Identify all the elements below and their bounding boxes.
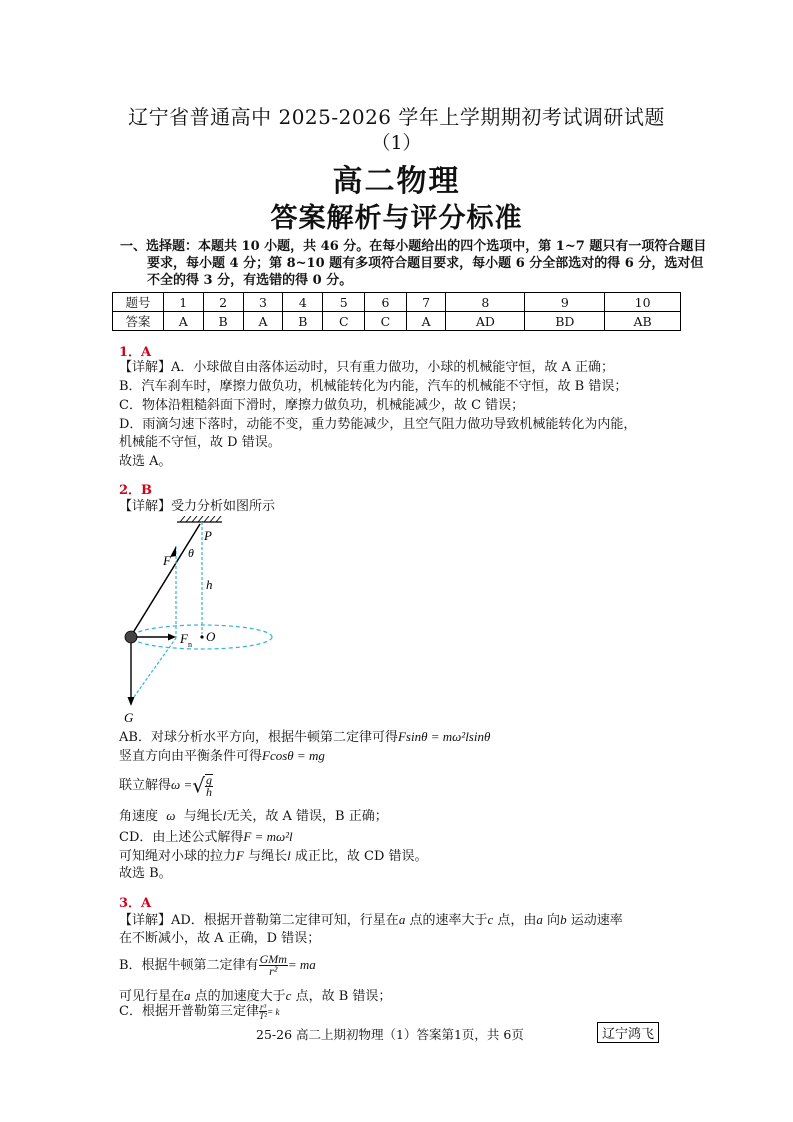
question-2-heading: 2．B	[119, 483, 153, 498]
q2-vertical-formula: Fcosθ = mg	[262, 748, 325, 763]
q2-l: l	[287, 848, 291, 863]
answer-table	[112, 292, 681, 331]
label-fn: F	[180, 631, 188, 646]
q1-line: 故选 A。	[119, 454, 172, 469]
q2-angvel-text: 与绳长	[183, 809, 223, 824]
table-cell: C	[365, 312, 407, 331]
page-footer: 25-26 高二上期初物理（1）答案第1页，共 6页	[256, 1027, 524, 1042]
q3-text: 点的速率大于	[409, 913, 488, 928]
question-3-heading: 3．A	[119, 896, 152, 911]
fraction-denominator: r²	[269, 964, 278, 978]
q2-vertical-line	[119, 746, 325, 766]
table-cell: A	[243, 312, 283, 331]
table-cell: B	[203, 312, 243, 331]
table-cell-label: 题号	[113, 293, 164, 312]
table-cell: 9	[525, 293, 605, 312]
table-cell: AB	[605, 312, 681, 331]
q2-cd-line	[119, 827, 293, 847]
string-line	[131, 524, 200, 636]
fraction-numerator: g	[205, 772, 212, 787]
table-cell: 8	[446, 293, 525, 312]
table-cell: 7	[406, 293, 446, 312]
q3-var: b	[560, 912, 567, 927]
table-cell: 10	[605, 293, 681, 312]
fraction-denominator: h	[205, 784, 212, 799]
q2-intro: 【详解】受力分析如图所示	[119, 499, 276, 514]
doc-title-line2: （1）	[371, 132, 422, 154]
label-p: P	[204, 528, 212, 543]
fraction-numerator: GMm	[259, 952, 287, 966]
q1-line: B．汽车刹车时，摩擦力做负功，机械能转化为内能，汽车的机械能不守恒，故 B 错误；	[119, 379, 628, 394]
q3-text: 【详解】AD．根据开普勒第二定律可知，行星在	[119, 913, 399, 928]
q3-line3	[119, 950, 316, 981]
q3-var: a	[184, 988, 191, 1003]
q2-angvel-text: 无关，故 A 错误，B 正确；	[226, 809, 388, 824]
sqrt-icon: √	[192, 773, 205, 798]
label-g: G	[124, 710, 134, 725]
doc-title-line1: 辽宁省普通高中 2025-2026 学年上学期期初考试调研试题	[128, 105, 665, 129]
table-cell: 2	[203, 293, 243, 312]
doc-heading: 答案解析与评分标准	[270, 203, 523, 234]
q1-line: 【详解】A．小球做自由落体运动时，只有重力做功，小球的机械能守恒，故 A 正确；	[119, 360, 615, 375]
q3-text: 运动速率	[570, 913, 623, 928]
table-cell: 5	[323, 293, 365, 312]
q3-text: C．根据开普勒第三定律	[119, 1004, 259, 1019]
q2-ab-line	[119, 727, 490, 747]
publisher-stamp: 辽宁鸿飞	[597, 1022, 659, 1043]
q2-solve-text: 联立解得	[119, 778, 172, 793]
q2-cd-text: CD．由上述公式解得	[119, 830, 244, 845]
q3-text: B．根据牛顿第二定律有	[119, 958, 259, 973]
gravity-arrowhead	[128, 697, 135, 706]
section-intro: 一、选择题：本题共 10 小题，共 46 分。在每小题给出的四个选项中，第 1~7 题只有一项符合题目要求，每小题 4 分；第 8~10 题有多项符合题目要求，每小题 6 分全部选对的得 6 分，选对但不全的得 3 分，有选错的得 0 分。	[120, 239, 707, 288]
q3-text: 点，由	[497, 913, 537, 928]
q3-var: c	[285, 988, 292, 1003]
q2-conclusion-text: 可知绳对小球的拉力	[119, 849, 237, 864]
q1-line: C．物体沿粗糙斜面下滑时，摩擦力做负功，机械能减少，故 C 错误；	[119, 398, 525, 413]
resultant-dashed-line	[131, 638, 176, 701]
table-cell: C	[323, 312, 365, 331]
q2-final: 故选 B。	[119, 866, 172, 881]
table-cell: BD	[525, 312, 605, 331]
table-cell: AD	[446, 312, 525, 331]
table-cell: B	[283, 312, 323, 331]
q1-line: 机械能不守恒，故 D 错误。	[119, 435, 281, 450]
q2-solve-line	[119, 770, 213, 801]
table-cell: 3	[243, 293, 283, 312]
ball	[125, 631, 137, 643]
q3-var: c	[487, 912, 494, 927]
q2-solve-fraction	[205, 774, 213, 798]
q2-angvel-line	[119, 806, 388, 826]
force-diagram	[112, 516, 282, 728]
table-cell: 1	[164, 293, 204, 312]
label-o: O	[206, 629, 216, 644]
q2-ab-formula: Fsinθ = mω²lsinθ	[397, 729, 491, 744]
table-cell-label: 答案	[113, 312, 164, 331]
label-theta: θ	[188, 546, 194, 560]
label-f: F	[163, 553, 171, 568]
center-o-dot	[200, 635, 203, 638]
q2-vertical-text: 竖直方向由平衡条件可得	[119, 749, 263, 764]
table-row-numbers	[113, 293, 681, 312]
q3-text: 点的加速度大于	[194, 989, 286, 1004]
q2-angvel-text: 角速度	[119, 809, 159, 824]
q2-omega: ω	[166, 808, 176, 823]
table-cell: A	[164, 312, 204, 331]
ceiling-hatch	[180, 516, 221, 522]
q3-text: 点，故 B 错误；	[295, 989, 392, 1004]
label-fn-sub: n	[188, 640, 192, 649]
table-row-answers	[113, 312, 681, 331]
doc-subject-title: 高二物理	[332, 164, 461, 199]
fraction-numerator: r³	[259, 1002, 267, 1012]
q3-var: a	[398, 912, 406, 927]
q3-formula-rhs: = ma	[287, 957, 316, 972]
q1-line: D．雨滴匀速下落时，动能不变，重力势能减少，且空气阻力做功导致机械能转化为内能，	[119, 417, 637, 432]
q3-var: a	[536, 912, 543, 927]
q2-solve-lhs: ω =	[171, 777, 193, 792]
q2-f: F	[236, 848, 244, 863]
q2-ab-text: AB．对球分析水平方向，根据牛顿第二定律可得	[119, 730, 398, 745]
table-cell: A	[406, 312, 446, 331]
fraction-denominator: T²	[259, 1011, 267, 1021]
q3-fraction	[259, 954, 288, 977]
q3-line5	[119, 1001, 279, 1023]
table-cell: 6	[365, 293, 407, 312]
q3-formula-rhs: = k	[267, 1007, 280, 1017]
q2-conclusion-text: 与绳长	[248, 849, 288, 864]
q2-l: l	[222, 808, 227, 823]
question-1-heading: 1．A	[119, 345, 152, 360]
label-h: h	[206, 577, 213, 592]
q3-text: 向	[547, 913, 561, 928]
q3-line2: 在不断减小，故 A 正确，D 错误；	[119, 931, 321, 946]
table-cell: 4	[283, 293, 323, 312]
q3-line1	[119, 910, 623, 930]
q2-conclusion-text: 成正比，故 CD 错误。	[294, 849, 428, 864]
q2-cd-formula: F = mω²l	[243, 829, 293, 844]
q3-fraction	[259, 1003, 267, 1020]
q3-text: 可见行星在	[119, 989, 185, 1004]
q2-conclusion-line	[119, 846, 428, 866]
